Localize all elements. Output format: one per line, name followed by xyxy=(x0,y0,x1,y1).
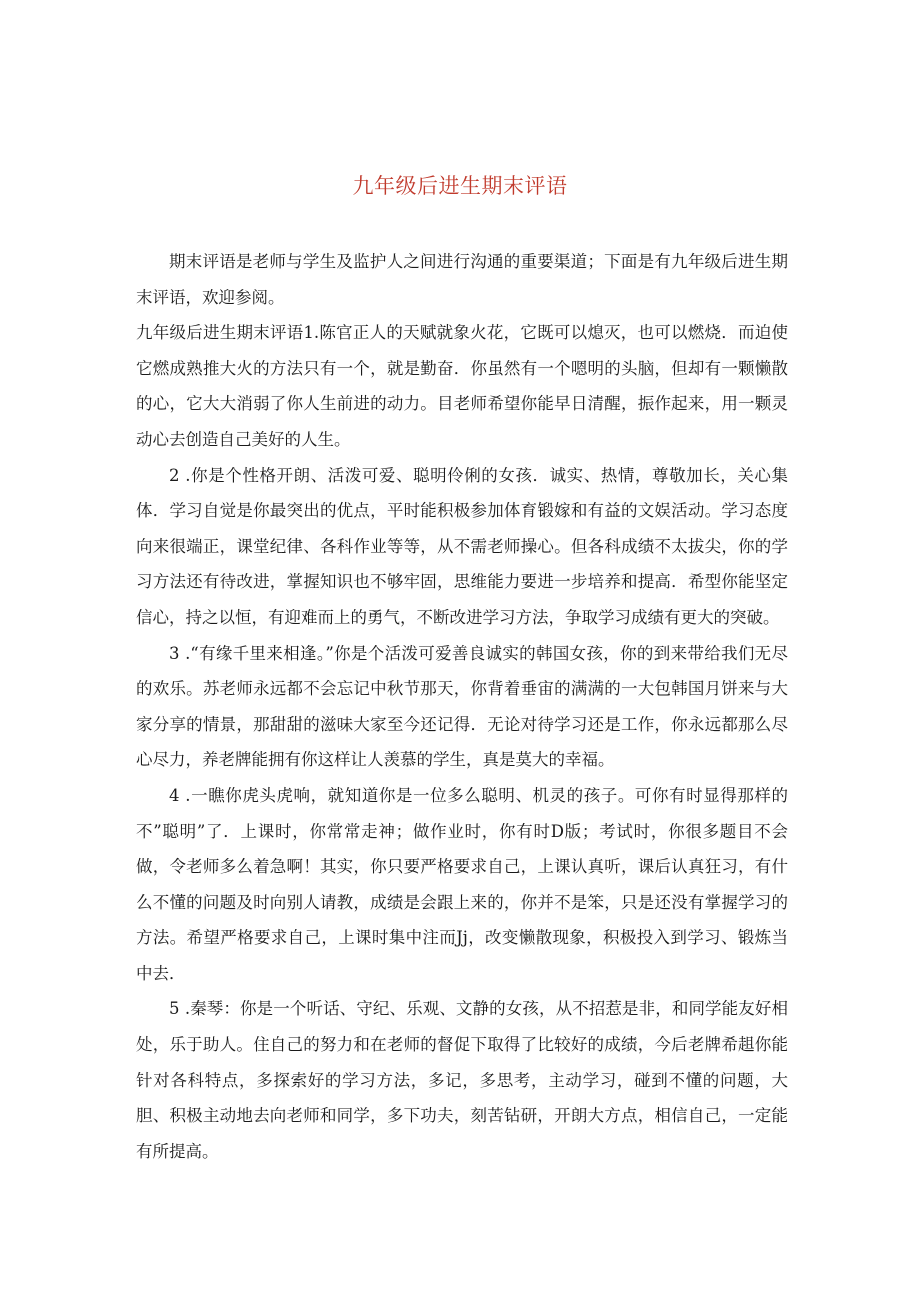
comment-paragraph-4: 4 .一瞧你虎头虎响，就知道你是一位多么聪明、机灵的孩子。可你有时显得那样的不”聪明”了．上课时，你常常走神；做作业时，你有时D版；考试时，你很多题目不会做，令老师多么着急啊！其实，你只要严格要求自己，上课认真听，课后认真狂习，有什么不懂的问题及时向别人请教，成绩是会跟上来的，你并不是笨，只是还没有掌握学习的方法。希望严格要求自己，上课时集中注而Jj，改变懒散现象，积极投入到学习、锻炼当中去． xyxy=(136,785,788,983)
comment-paragraph-1: 九年级后进生期末评语1.陈官正人的天赋就象火花，它既可以熄灭，也可以燃烧．而迫使它燃成熟推大火的方法只有一个，就是勤奋．你虽然有一个嗯明的头脑，但却有一颗懒散的心，它大大消弱了你人生前进的动力。目老师希望你能早日清醒，振作起来，用一颗灵动心去创造自己美好的人生。 xyxy=(136,323,788,449)
intro-paragraph: 期末评语是老师与学生及监护人之间进行沟通的重要渠道；下面是有九年级后进生期末评语，欢迎参阅。 xyxy=(136,252,788,307)
comment-paragraph-3: 3 .“有缘千里来相逢。”你是个活泼可爱善良诚实的韩国女孩，你的到来带给我们无尽的欢乐。苏老师永远都不会忘记中秋节那天，你背着垂宙的满满的一大包韩国月饼来与大家分享的情景，那甜甜的滋味大家至今还记得．无论对待学习还是工作，你永远都那么尽心尽力，养老牌能拥有你这样让人羡慕的学生，真是莫大的幸福。 xyxy=(136,643,788,770)
comment-paragraph-5: 5 .秦琴：你是一个听话、守纪、乐观、文静的女孩，从不招惹是非，和同学能友好相处，乐于助人。住自己的努力和在老师的督促下取得了比较好的成绩，今后老牌希趄你能针对各科特点，多探索好的学习方法，多记，多思考，主动学习，碰到不懂的问题，大胆、积极主动地去向老师和同学，多下功夫，刻苦钻研，开朗大方点，相信自己，一定能有所提高。 xyxy=(136,999,788,1161)
page-title: 九年级后进生期末评语 xyxy=(352,174,568,198)
document-body xyxy=(136,244,788,1169)
comment-paragraph-2: 2 .你是个性格开朗、活泼可爱、聪明伶俐的女孩．诚实、热情，尊敬加长，关心集体．学习自觉是你最突出的优点，平时能积极参加体育锻嫁和有益的文娱活动。学习态度向来很端正，课堂纪律、各科作业等等，从不需老师操心。但各科成绩不太拔尖，你的学习方法还有待改进，掌握知识也不够牢固，思维能力要进一步培养和提高．希型你能坚定信心，持之以恒，有迎难而上的勇气，不断改进学习方法，争取学习成绩有更大的突破。 xyxy=(136,465,788,627)
